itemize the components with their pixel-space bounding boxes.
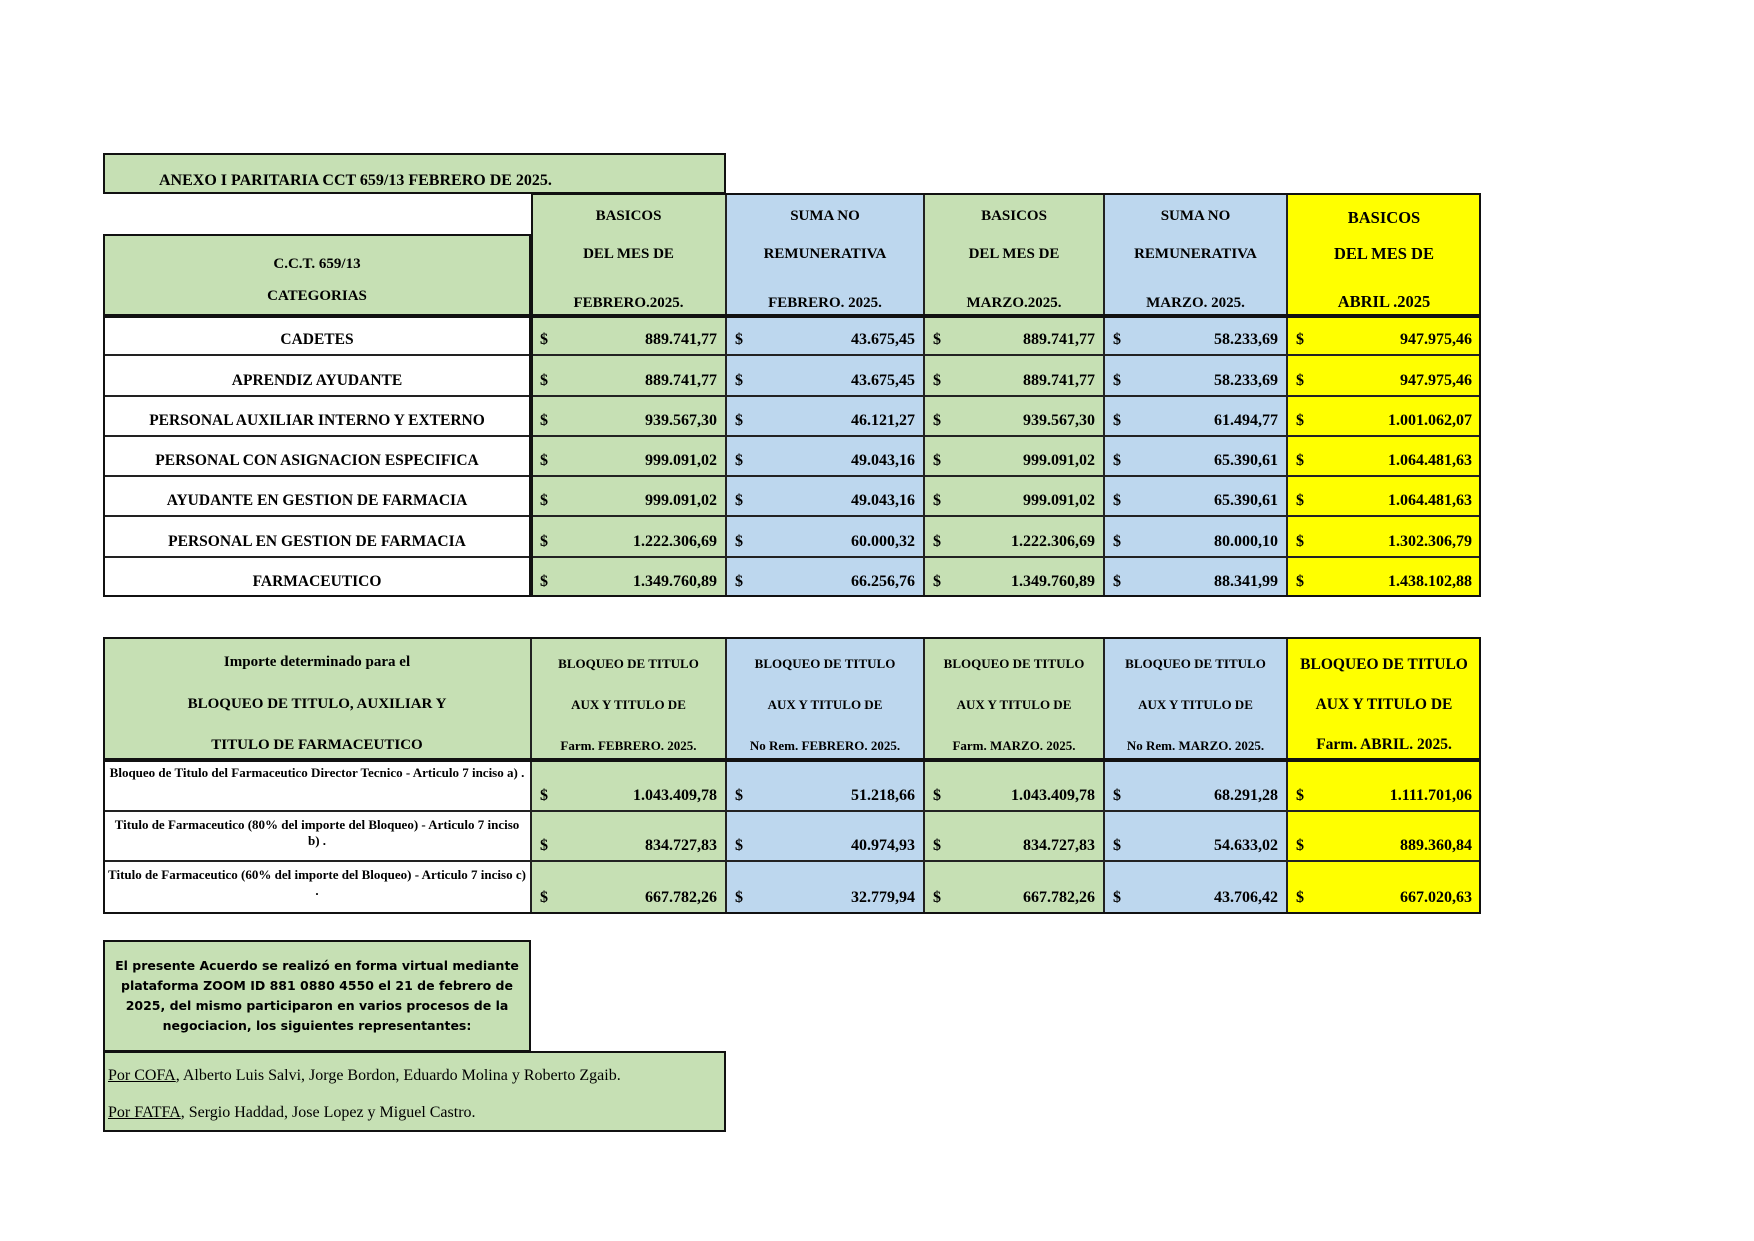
currency-symbol: $	[540, 533, 548, 550]
currency-symbol: $	[735, 331, 743, 348]
table-cell-amount	[924, 315, 1104, 355]
currency-symbol: $	[540, 331, 548, 348]
table-cell-amount	[1104, 759, 1287, 811]
table-cell-amount	[924, 516, 1104, 557]
currency-symbol: $	[540, 573, 548, 590]
header-line: C.C.T. 659/13	[273, 256, 361, 273]
table-cell-amount	[531, 861, 726, 913]
table-cell-amount	[924, 436, 1104, 476]
header-line: DEL MES DE	[583, 245, 674, 262]
currency-symbol: $	[1113, 837, 1121, 854]
currency-symbol: $	[735, 889, 743, 906]
amount-value: 999.091,02	[1023, 452, 1095, 469]
amount-value: 889.741,77	[1023, 372, 1095, 389]
table-row-category	[103, 516, 531, 557]
currency-symbol: $	[1113, 573, 1121, 590]
column-header	[531, 193, 726, 315]
column-header	[1104, 193, 1287, 315]
amount-value: 939.567,30	[645, 412, 717, 429]
amount-value: 51.218,66	[851, 787, 915, 804]
header-line: No Rem. MARZO. 2025.	[1126, 738, 1265, 753]
table-cell-amount	[531, 476, 726, 516]
organization-name: Por FATFA	[108, 1103, 181, 1121]
organization-name: Por COFA	[108, 1067, 176, 1085]
table-cell-amount	[924, 476, 1104, 516]
amount-value: 947.975,46	[1400, 372, 1472, 389]
currency-symbol: $	[735, 372, 743, 389]
table-cell-amount	[726, 811, 924, 861]
column-header	[531, 637, 726, 759]
amount-value: 889.741,77	[1023, 331, 1095, 348]
header-line: DEL MES DE	[968, 245, 1060, 262]
amount-value: 834.727,83	[1023, 837, 1095, 854]
table-cell-amount	[1287, 811, 1481, 861]
currency-symbol: $	[1296, 452, 1304, 469]
currency-symbol: $	[933, 533, 941, 550]
categories-header	[103, 234, 531, 315]
amount-value: 61.494,77	[1214, 412, 1278, 429]
note-text: El presente Acuerdo se realizó en forma virtual mediante plataforma ZOOM ID 881 0880 4550 el 21 de febrero de 2025, del mismo participaron en varios procesos de la negociacion, los siguientes representantes:	[115, 957, 519, 1033]
table-cell-amount	[726, 396, 924, 436]
table-cell-amount	[924, 355, 1104, 396]
currency-symbol: $	[735, 573, 743, 590]
description-label: Bloqueo de Titulo del Farmaceutico Director Tecnico - Articulo 7 inciso a) .	[109, 765, 525, 780]
currency-symbol: $	[1296, 573, 1304, 590]
currency-symbol: $	[735, 787, 743, 804]
amount-value: 1.222.306,69	[633, 533, 717, 550]
table-cell-amount	[531, 759, 726, 811]
header-line: Farm. ABRIL. 2025.	[1316, 736, 1452, 753]
column-header	[1287, 193, 1481, 315]
amount-value: 1.222.306,69	[1011, 533, 1095, 550]
currency-symbol: $	[540, 372, 548, 389]
column-header	[726, 637, 924, 759]
header-line: No Rem. FEBRERO. 2025.	[749, 738, 901, 753]
amount-value: 1.349.760,89	[633, 573, 717, 590]
amount-value: 1.438.102,88	[1388, 573, 1472, 590]
currency-symbol: $	[540, 412, 548, 429]
table-cell-amount	[531, 516, 726, 557]
column-header	[924, 637, 1104, 759]
header-line: AUX Y TITULO DE	[767, 697, 883, 712]
amount-value: 80.000,10	[1214, 533, 1278, 550]
header-line: SUMA NO	[790, 208, 860, 224]
description-label: Titulo de Farmaceutico (60% del importe del Bloqueo) - Articulo 7 inciso c) .	[108, 867, 526, 898]
table-cell-amount	[726, 476, 924, 516]
currency-symbol: $	[1113, 412, 1121, 429]
title-text: ANEXO I PARITARIA CCT 659/13 FEBRERO DE 2025.	[159, 172, 552, 189]
currency-symbol: $	[735, 492, 743, 509]
table-cell-amount	[1104, 557, 1287, 597]
category-label: PERSONAL AUXILIAR INTERNO Y EXTERNO	[149, 412, 485, 429]
header-line: BLOQUEO DE TITULO	[558, 656, 699, 671]
table-row-category	[103, 436, 531, 476]
currency-symbol: $	[735, 452, 743, 469]
amount-value: 65.390,61	[1214, 452, 1278, 469]
amount-value: 1.064.481,63	[1388, 492, 1472, 509]
table-cell-amount	[726, 759, 924, 811]
representative-names: , Alberto Luis Salvi, Jorge Bordon, Eduardo Molina y Roberto Zgaib.	[175, 1067, 621, 1085]
table-cell-amount	[531, 436, 726, 476]
header-line: BASICOS	[595, 208, 662, 224]
table-cell-amount	[726, 436, 924, 476]
header-line: BASICOS	[1347, 208, 1421, 227]
header-line: MARZO.2025.	[966, 295, 1062, 311]
amount-value: 43.706,42	[1214, 889, 1278, 906]
currency-symbol: $	[540, 889, 548, 906]
currency-symbol: $	[735, 837, 743, 854]
table-cell-amount	[726, 516, 924, 557]
table-cell-amount	[726, 315, 924, 355]
amount-value: 43.675,45	[851, 372, 915, 389]
header-line: BLOQUEO DE TITULO	[754, 656, 896, 671]
header-line: Farm. FEBRERO. 2025.	[560, 738, 697, 753]
currency-symbol: $	[933, 787, 941, 804]
table-cell-amount	[924, 396, 1104, 436]
currency-symbol: $	[1296, 837, 1304, 854]
header-line: TITULO DE FARMACEUTICO	[211, 737, 423, 753]
amount-value: 1.349.760,89	[1011, 573, 1095, 590]
table-cell-amount	[924, 759, 1104, 811]
table-row-category	[103, 557, 531, 597]
amount-value: 58.233,69	[1214, 331, 1278, 348]
table-cell-amount	[1287, 476, 1481, 516]
amount-value: 1.302.306,79	[1388, 533, 1472, 550]
column-header	[726, 193, 924, 315]
header-line: BLOQUEO DE TITULO	[943, 656, 1085, 671]
currency-symbol: $	[933, 452, 941, 469]
table-cell-amount	[1104, 811, 1287, 861]
currency-symbol: $	[933, 372, 941, 389]
table-cell-amount	[1287, 759, 1481, 811]
representative-names: , Sergio Haddad, Jose Lopez y Miguel Castro.	[180, 1103, 476, 1121]
header-line: SUMA NO	[1160, 208, 1231, 224]
table-cell-amount	[1287, 557, 1481, 597]
currency-symbol: $	[1296, 889, 1304, 906]
table-cell-amount	[1287, 315, 1481, 355]
header-line: DEL MES DE	[1334, 244, 1434, 263]
currency-symbol: $	[1113, 331, 1121, 348]
table-cell-amount	[1104, 436, 1287, 476]
header-line: Importe determinado para el	[223, 654, 411, 670]
amount-value: 999.091,02	[645, 492, 717, 509]
table-row-category	[103, 315, 531, 355]
header-line: CATEGORIAS	[267, 287, 367, 304]
table-cell-amount	[531, 557, 726, 597]
category-label: APRENDIZ AYUDANTE	[231, 372, 403, 389]
table-cell-amount	[1287, 396, 1481, 436]
amount-value: 1.064.481,63	[1388, 452, 1472, 469]
category-label: CADETES	[280, 331, 354, 348]
table-cell-amount	[726, 861, 924, 913]
amount-value: 49.043,16	[851, 492, 915, 509]
amount-value: 667.782,26	[1023, 889, 1095, 906]
table-cell-amount	[1287, 861, 1481, 913]
table-cell-amount	[1104, 315, 1287, 355]
amount-value: 88.341,99	[1214, 573, 1278, 590]
column-header	[1287, 637, 1481, 759]
table-cell-amount	[1104, 476, 1287, 516]
currency-symbol: $	[540, 492, 548, 509]
header-line: ABRIL .2025	[1337, 292, 1431, 311]
table-row-category	[103, 355, 531, 396]
currency-symbol: $	[1296, 492, 1304, 509]
amount-value: 54.633,02	[1214, 837, 1278, 854]
table-cell-amount	[531, 396, 726, 436]
currency-symbol: $	[1113, 452, 1121, 469]
currency-symbol: $	[1113, 533, 1121, 550]
amount-value: 1.001.062,07	[1388, 412, 1472, 429]
table-cell-amount	[531, 315, 726, 355]
currency-symbol: $	[1296, 787, 1304, 804]
currency-symbol: $	[933, 492, 941, 509]
amount-value: 65.390,61	[1214, 492, 1278, 509]
amount-value: 40.974,93	[851, 837, 915, 854]
header-line: MARZO. 2025.	[1146, 295, 1245, 311]
amount-value: 68.291,28	[1214, 787, 1278, 804]
amount-value: 32.779,94	[851, 889, 915, 906]
currency-symbol: $	[1113, 372, 1121, 389]
category-label: AYUDANTE EN GESTION DE FARMACIA	[166, 492, 468, 509]
header-line: AUX Y TITULO DE	[1315, 696, 1453, 713]
amount-value: 1.111.701,06	[1389, 787, 1472, 804]
header-line: FEBRERO.2025.	[573, 295, 684, 311]
table-row-description	[103, 861, 531, 913]
table-cell-amount	[726, 355, 924, 396]
currency-symbol: $	[540, 837, 548, 854]
amount-value: 947.975,46	[1400, 331, 1472, 348]
amount-value: 46.121,27	[851, 412, 915, 429]
amount-value: 889.741,77	[645, 331, 717, 348]
table-row-description	[103, 811, 531, 861]
amount-value: 889.741,77	[645, 372, 717, 389]
currency-symbol: $	[1113, 492, 1121, 509]
currency-symbol: $	[933, 412, 941, 429]
table-cell-amount	[1287, 516, 1481, 557]
representatives-box	[103, 1051, 726, 1132]
table-cell-amount	[924, 811, 1104, 861]
amount-value: 999.091,02	[1023, 492, 1095, 509]
header-line: REMUNERATIVA	[1134, 245, 1257, 262]
category-label: PERSONAL EN GESTION DE FARMACIA	[168, 533, 466, 550]
header-line: BASICOS	[981, 208, 1047, 224]
table-cell-amount	[1104, 396, 1287, 436]
header-line: FEBRERO. 2025.	[768, 295, 882, 311]
table-cell-amount	[924, 861, 1104, 913]
amount-value: 43.675,45	[851, 331, 915, 348]
amount-value: 667.020,63	[1400, 889, 1472, 906]
amount-value: 667.782,26	[645, 889, 717, 906]
header-line: Farm. MARZO. 2025.	[952, 738, 1076, 753]
table-row-category	[103, 476, 531, 516]
description-label: Titulo de Farmaceutico (80% del importe del Bloqueo) - Articulo 7 inciso b) .	[114, 817, 520, 848]
currency-symbol: $	[1296, 412, 1304, 429]
table-cell-amount	[531, 355, 726, 396]
table-cell-amount	[726, 557, 924, 597]
amount-value: 49.043,16	[851, 452, 915, 469]
category-label: PERSONAL CON ASIGNACION ESPECIFICA	[155, 452, 479, 469]
amount-value: 66.256,76	[851, 573, 915, 590]
table-cell-amount	[924, 557, 1104, 597]
currency-symbol: $	[1296, 331, 1304, 348]
table-cell-amount	[531, 811, 726, 861]
amount-value: 1.043.409,78	[1011, 787, 1095, 804]
document-title	[103, 153, 726, 193]
amount-value: 1.043.409,78	[633, 787, 717, 804]
table-row-description	[103, 759, 531, 811]
currency-symbol: $	[933, 331, 941, 348]
currency-symbol: $	[1296, 372, 1304, 389]
currency-symbol: $	[1113, 787, 1121, 804]
header-line: BLOQUEO DE TITULO	[1300, 656, 1468, 673]
currency-symbol: $	[540, 787, 548, 804]
table-cell-amount	[1104, 355, 1287, 396]
agreement-note	[103, 940, 531, 1051]
amount-value: 60.000,32	[851, 533, 915, 550]
header-line: AUX Y TITULO DE	[1138, 697, 1253, 712]
currency-symbol: $	[735, 412, 743, 429]
table-cell-amount	[1104, 516, 1287, 557]
currency-symbol: $	[540, 452, 548, 469]
currency-symbol: $	[933, 837, 941, 854]
header-line: AUX Y TITULO DE	[956, 697, 1072, 712]
representative-line	[108, 1104, 476, 1122]
category-label: FARMACEUTICO	[252, 573, 382, 590]
amount-value: 999.091,02	[645, 452, 717, 469]
table-cell-amount	[1104, 861, 1287, 913]
bloqueo-header	[103, 637, 531, 759]
currency-symbol: $	[933, 573, 941, 590]
header-line: AUX Y TITULO DE	[571, 697, 686, 712]
amount-value: 939.567,30	[1023, 412, 1095, 429]
representative-line	[108, 1067, 621, 1085]
table-cell-amount	[1287, 436, 1481, 476]
table-cell-amount	[1287, 355, 1481, 396]
amount-value: 834.727,83	[645, 837, 717, 854]
header-line: REMUNERATIVA	[763, 245, 887, 262]
table-row-category	[103, 396, 531, 436]
column-header	[1104, 637, 1287, 759]
header-line: BLOQUEO DE TITULO	[1125, 656, 1266, 671]
header-line: BLOQUEO DE TITULO, AUXILIAR Y	[187, 695, 447, 712]
currency-symbol: $	[933, 889, 941, 906]
amount-value: 889.360,84	[1400, 837, 1472, 854]
currency-symbol: $	[1113, 889, 1121, 906]
amount-value: 58.233,69	[1214, 372, 1278, 389]
column-header	[924, 193, 1104, 315]
currency-symbol: $	[1296, 533, 1304, 550]
currency-symbol: $	[735, 533, 743, 550]
